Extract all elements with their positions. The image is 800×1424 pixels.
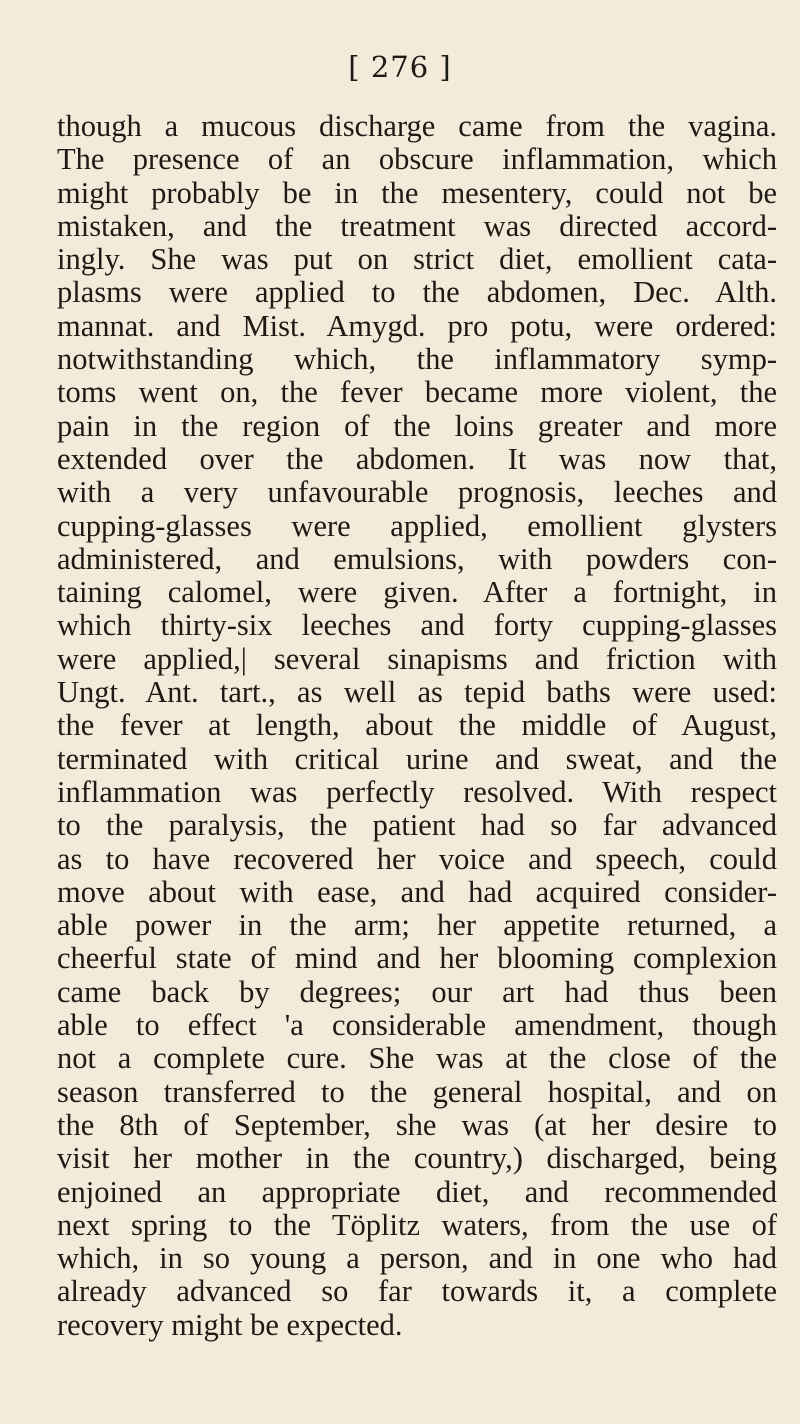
body-text bbox=[57, 110, 777, 1342]
text-line: extended over the abdomen. It was now that, bbox=[57, 441, 777, 476]
text-line: notwithstanding which, the inflammatory symp- bbox=[57, 342, 777, 377]
text-line: ingly. She was put on strict diet, emollient cata- bbox=[57, 242, 777, 277]
text-line: cupping-glasses were applied, emollient glysters bbox=[57, 508, 777, 543]
text-line: already advanced so far towards it, a complete bbox=[57, 1274, 777, 1309]
text-line: which, in so young a person, and in one who had bbox=[57, 1241, 777, 1276]
text-line: enjoined an appropriate diet, and recommended bbox=[57, 1174, 777, 1209]
text-line: as to have recovered her voice and speech, could bbox=[57, 841, 777, 876]
text-line: recovery might be expected. bbox=[57, 1307, 403, 1342]
text-line: taining calomel, were given. After a fortnight, in bbox=[57, 575, 777, 610]
text-line: toms went on, the fever became more violent, the bbox=[57, 375, 777, 410]
text-line: terminated with critical urine and sweat, and the bbox=[57, 741, 777, 776]
text-line: able power in the arm; her appetite returned, a bbox=[57, 908, 777, 943]
text-line: cheerful state of mind and her blooming complexion bbox=[57, 941, 777, 976]
text-line: mannat. and Mist. Amygd. pro potu, were ordered: bbox=[57, 308, 777, 343]
text-line: pain in the region of the loins greater and more bbox=[57, 408, 777, 443]
text-line: to the paralysis, the patient had so far advanced bbox=[57, 808, 777, 843]
text-line: mistaken, and the treatment was directed accord- bbox=[57, 208, 777, 243]
text-line: the 8th of September, she was (at her desire to bbox=[57, 1107, 777, 1142]
text-line: which thirty-six leeches and forty cupping-glasses bbox=[57, 608, 777, 643]
text-line: were applied,| several sinapisms and friction with bbox=[57, 641, 777, 676]
text-line: not a complete cure. She was at the close of the bbox=[57, 1041, 777, 1076]
text-line: inflammation was perfectly resolved. With respect bbox=[57, 774, 777, 809]
text-line: though a mucous discharge came from the vagina. bbox=[57, 109, 777, 143]
text-line: Ungt. Ant. tart., as well as tepid baths were used: bbox=[57, 675, 777, 710]
text-line: The presence of an obscure inflammation, which bbox=[57, 142, 777, 177]
text-line: the fever at length, about the middle of August, bbox=[57, 708, 777, 743]
page-number: [ 276 ] bbox=[348, 50, 452, 84]
text-line: season transferred to the general hospital, and on bbox=[57, 1074, 777, 1109]
text-line: plasms were applied to the abdomen, Dec. Alth. bbox=[57, 275, 777, 310]
text-line: with a very unfavourable prognosis, leeches and bbox=[57, 475, 777, 510]
text-line: came back by degrees; our art had thus been bbox=[57, 974, 777, 1009]
text-line: administered, and emulsions, with powders con- bbox=[57, 541, 777, 576]
text-line: move about with ease, and had acquired consider- bbox=[57, 874, 777, 909]
text-line: visit her mother in the country,) discharged, being bbox=[57, 1141, 777, 1176]
text-line: able to effect 'a considerable amendment, though bbox=[57, 1008, 777, 1043]
text-line: might probably be in the mesentery, could not be bbox=[57, 175, 777, 210]
text-line: next spring to the Töplitz waters, from the use of bbox=[57, 1207, 777, 1242]
